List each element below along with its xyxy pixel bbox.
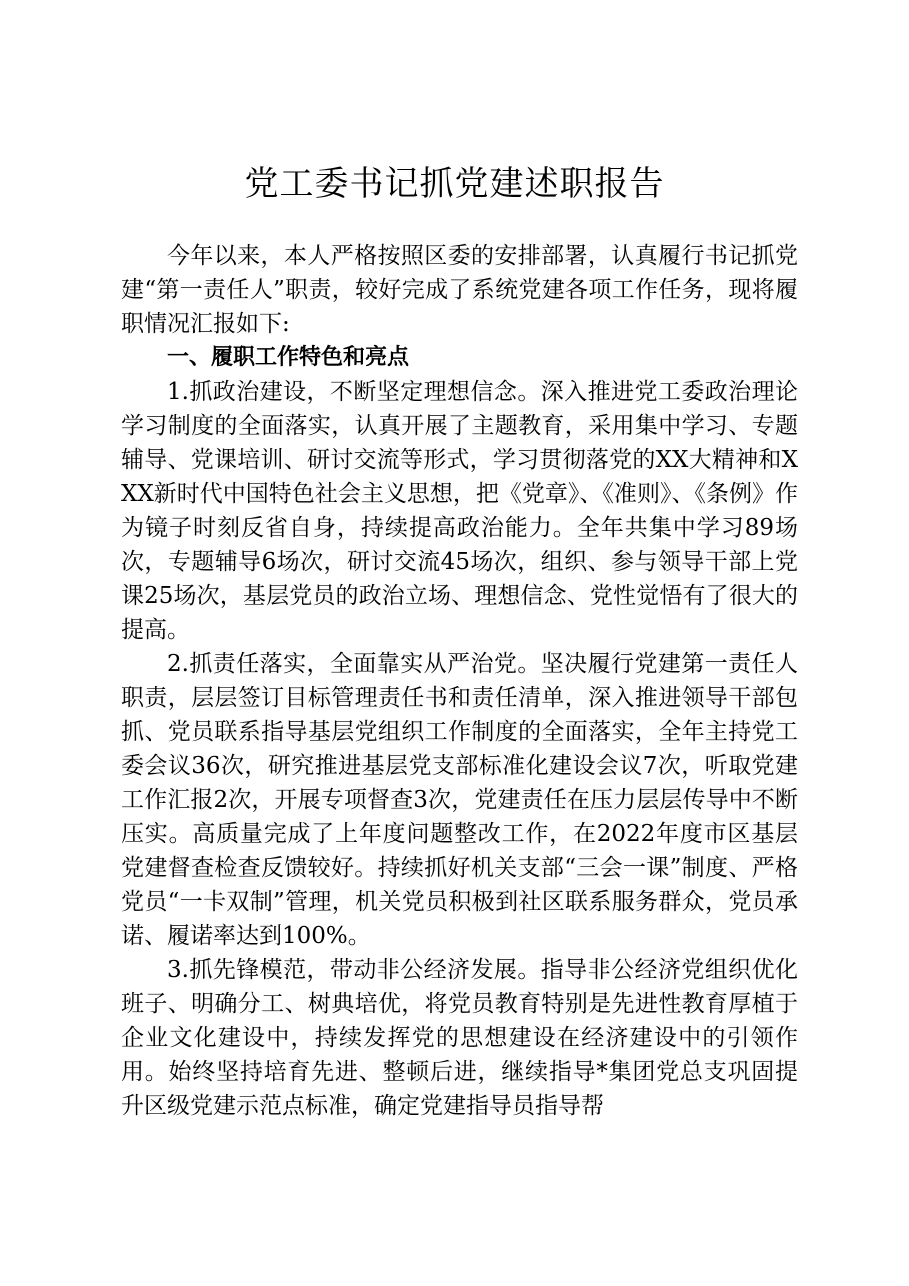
paragraph-responsibility: 2.抓责任落实，全面靠实从严治党。坚决履行党建第一责任人职责，层层签订目标管理责任书和责任清单，深入推进领导干部包抓、党员联系指导基层党组织工作制度的全面落实，全年主持党工委会议36次，研究推进基层党支部标准化建设会议7次，听取党建工作汇报2次，开展专项督查3次，党建责任在压力层层传导中不断压实。高质量完成了上年度问题整改工作，在2022年度市区基层党建督查检查反馈较好。持续抓好机关支部“三会一课”制度、严格党员“一卡双制”管理，机关党员积极到社区联系服务群众，党员承诺、履诺率达到100%。 (121, 651, 798, 949)
document-title: 党工委书记抓党建述职报告 (244, 164, 665, 204)
document-body (121, 239, 798, 1123)
paragraph-vanguard: 3.抓先锋模范，带动非公经济发展。指导非公经济党组织优化班子、明确分工、树典培优，将党员教育特别是先进性教育厚植于企业文化建设中，持续发挥党的思想建设在经济建设中的引领作用。始终坚持培育先进、整顿后进，继续指导*集团党总支巩固提升区级党建示范点标准，确定党建指导员指导帮 (121, 957, 798, 1119)
section-heading: 一、履职工作特色和亮点 (167, 345, 410, 370)
paragraph-political-building: 1.抓政治建设，不断坚定理想信念。深入推进党工委政治理论学习制度的全面落实，认真开展了主题教育，采用集中学习、专题辅导、党课培训、研讨交流等形式，学习贯彻落党的XX大精神和XXX新时代中国特色社会主义思想，把《党章》、《准则》、《条例》作为镜子时刻反省自身，持续提高政治能力。全年共集中学习89场次，专题辅导6场次，研讨交流45场次，组织、参与领导干部上党课25场次，基层党员的政治立场、理想信念、党性觉悟有了很大的提高。 (121, 379, 798, 643)
intro-paragraph: 今年以来，本人严格按照区委的安排部署，认真履行书记抓党建“第一责任人”职责，较好完成了系统党建各项工作任务，现将履职情况汇报如下: (121, 243, 798, 337)
